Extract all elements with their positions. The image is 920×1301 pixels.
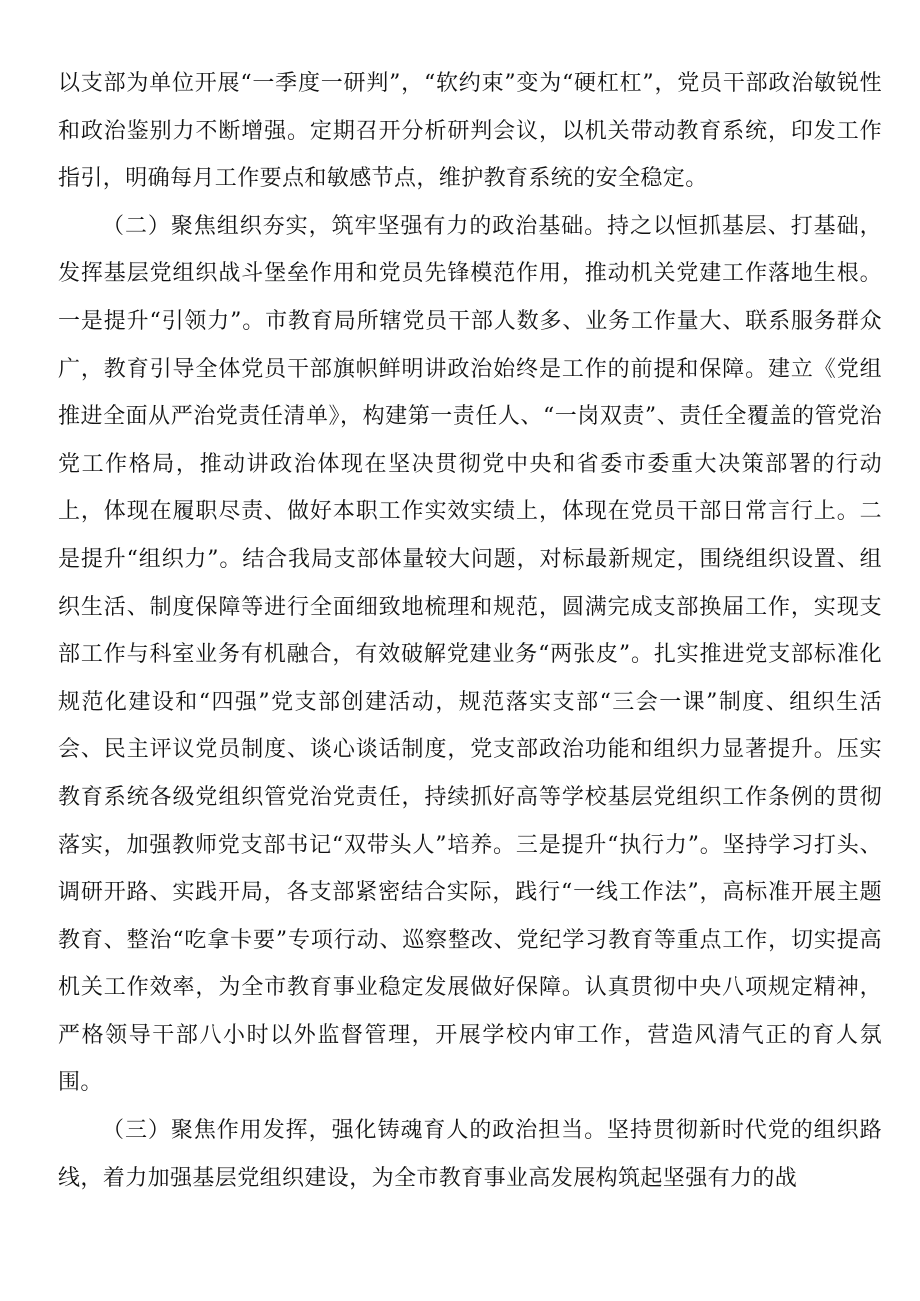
document-body [58, 60, 882, 1202]
paragraph-section-3: （三）聚焦作用发挥，强化铸魂育人的政治担当。坚持贯彻新时代党的组织路线，着力加强基层党组织建设，为全市教育事业高发展构筑起坚强有力的战 [58, 1118, 882, 1191]
paragraph-continuation: 以支部为单位开展“一季度一研判”，“软约束”变为“硬杠杠”，党员干部政治敏锐性和政治鉴别力不断增强。定期召开分析研判会议，以机关带动教育系统，印发工作指引，明确每月工作要点和敏感节点，维护教育系统的安全稳定。 [58, 71, 882, 192]
paragraph-section-2: （二）聚焦组织夯实，筑牢坚强有力的政治基础。持之以恒抓基层、打基础，发挥基层党组织战斗堡垒作用和党员先锋模范作用，推动机关党建工作落地生根。一是提升“引领力”。市教育局所辖党员干部人数多、业务工作量大、联系服务群众广，教育引导全体党员干部旗帜鲜明讲政治始终是工作的前提和保障。建立《党组推进全面从严治党责任清单》，构建第一责任人、“一岗双责”、责任全覆盖的管党治党工作格局，推动讲政治体现在坚决贯彻党中央和省委市委重大决策部署的行动上，体现在履职尽责、做好本职工作实效实绩上，体现在党员干部日常言行上。二是提升“组织力”。结合我局支部体量较大问题，对标最新规定，围绕组织设置、组织生活、制度保障等进行全面细致地梳理和规范，圆满完成支部换届工作，实现支部工作与科室业务有机融合，有效破解党建业务“两张皮”。扎实推进党支部标准化规范化建设和“四强”党支部创建活动，规范落实支部“三会一课”制度、组织生活会、民主评议党员制度、谈心谈话制度，党支部政治功能和组织力显著提升。压实教育系统各级党组织管党治党责任，持续抓好高等学校基层党组织工作条例的贯彻落实，加强教师党支部书记“双带头人”培养。三是提升“执行力”。坚持学习打头、调研开路、实践开局，各支部紧密结合实际，践行“一线工作法”，高标准开展主题教育、整治“吃拿卡要”专项行动、巡察整改、党纪学习教育等重点工作，切实提高机关工作效率，为全市教育事业稳定发展做好保障。认真贯彻中央八项规定精神，严格领导干部八小时以外监督管理，开展学校内审工作，营造风清气正的育人氛围。 [58, 213, 882, 1096]
